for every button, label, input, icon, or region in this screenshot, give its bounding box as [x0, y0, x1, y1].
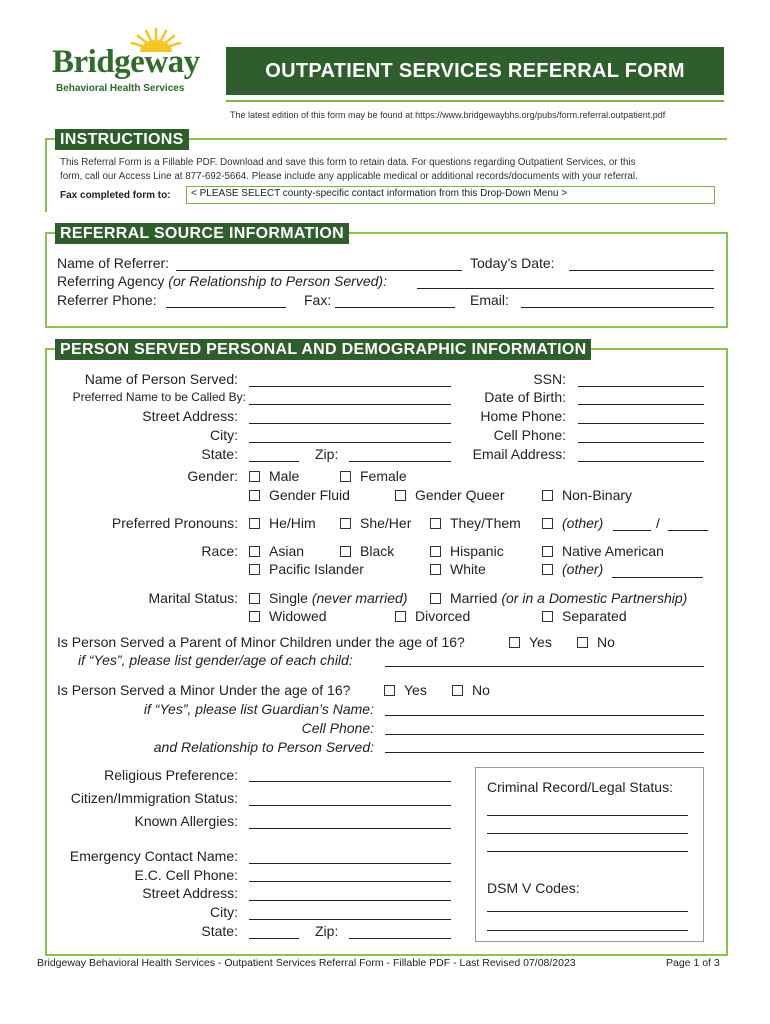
pronoun-they[interactable]: They/Them — [430, 515, 521, 531]
criminal-record-line-3[interactable] — [487, 851, 688, 852]
dob-field[interactable] — [578, 404, 704, 405]
checkbox[interactable] — [249, 490, 260, 501]
cell-phone-label: Cell Phone: — [493, 427, 566, 443]
state-label: State: — [201, 446, 238, 462]
fax-county-dropdown[interactable]: < PLEASE SELECT county-specific contact information from this Drop-Down Menu > — [186, 186, 715, 204]
zip-field[interactable] — [349, 461, 451, 462]
race-other[interactable]: (other) — [542, 561, 603, 577]
city-label: City: — [210, 427, 238, 443]
preferred-name-field[interactable] — [249, 404, 451, 405]
guardian-name-label: if “Yes”, please list Guardian’s Name: — [143, 701, 374, 717]
instructions-text-1: This Referral Form is a Fillable PDF. Download and save this form to retain data. For questions regarding Outpatient Services, or this — [60, 157, 636, 168]
religious-field[interactable] — [249, 781, 451, 782]
gender-nonbinary[interactable]: Non-Binary — [542, 487, 632, 503]
race-black[interactable]: Black — [340, 543, 394, 559]
ec-state-field[interactable] — [249, 938, 299, 939]
race-hispanic[interactable]: Hispanic — [430, 543, 504, 559]
todays-date-label: Today’s Date: — [470, 255, 555, 271]
pronoun-other-field-1[interactable] — [613, 530, 651, 531]
parent-question: Is Person Served a Parent of Minor Children under the age of 16? — [57, 634, 465, 650]
logo — [52, 26, 202, 96]
referrer-name-label: Name of Referrer: — [57, 255, 170, 271]
ec-zip-label: Zip: — [315, 923, 339, 939]
minor-question: Is Person Served a Minor Under the age of 16? — [57, 682, 351, 698]
ec-state-label: State: — [201, 923, 238, 939]
checkbox[interactable] — [395, 490, 406, 501]
race-white[interactable]: White — [430, 561, 486, 577]
logo-subtitle: Behavioral Health Services — [56, 83, 185, 94]
criminal-record-label: Criminal Record/Legal Status: — [487, 779, 673, 795]
email-address-field[interactable] — [578, 461, 704, 462]
race-pacific-islander[interactable]: Pacific Islander — [249, 561, 364, 577]
person-heading: PERSON SERVED PERSONAL AND DEMOGRAPHIC INFORMATION — [55, 339, 591, 360]
person-name-field[interactable] — [249, 386, 451, 387]
marital-married[interactable]: Married (or in a Domestic Partnership) — [430, 590, 687, 606]
zip-label: Zip: — [315, 446, 339, 462]
footer-text: Bridgeway Behavioral Health Services - Outpatient Services Referral Form - Fillable PDF - Last Revised 07/08/2023 — [37, 957, 576, 969]
preferred-name-label: Preferred Name to be Called By: — [72, 390, 246, 404]
checkbox[interactable] — [249, 518, 260, 529]
parent-list-label: if “Yes”, please list gender/age of each child: — [78, 652, 353, 668]
instructions-heading: INSTRUCTIONS — [55, 129, 189, 150]
pronoun-she[interactable]: She/Her — [340, 515, 411, 531]
referrer-fax-field[interactable] — [335, 307, 455, 308]
allergies-field[interactable] — [249, 828, 451, 829]
city-field[interactable] — [249, 442, 451, 443]
referrer-fax-label: Fax: — [304, 292, 332, 308]
pronouns-label: Preferred Pronouns: — [111, 515, 238, 531]
referral-heading: REFERRAL SOURCE INFORMATION — [55, 223, 349, 244]
minor-yes[interactable]: Yes — [384, 682, 427, 698]
ec-cell-field[interactable] — [249, 881, 451, 882]
checkbox[interactable] — [430, 518, 441, 529]
marital-divorced[interactable]: Divorced — [395, 608, 470, 624]
race-native-american[interactable]: Native American — [542, 543, 664, 559]
referrer-phone-field[interactable] — [166, 307, 286, 308]
gender-female[interactable]: Female — [340, 468, 407, 484]
checkbox[interactable] — [542, 490, 553, 501]
gender-label: Gender: — [187, 468, 238, 484]
religious-label: Religious Preference: — [104, 767, 238, 783]
checkbox[interactable] — [430, 564, 441, 575]
logo-wordmark: Bridgeway — [52, 44, 200, 80]
dsm-codes-line-2[interactable] — [487, 930, 688, 931]
checkbox[interactable] — [542, 611, 553, 622]
checkbox[interactable] — [249, 593, 260, 604]
checkbox[interactable] — [249, 471, 260, 482]
emergency-contact-label: Emergency Contact Name: — [69, 848, 238, 864]
street-label: Street Address: — [142, 408, 238, 424]
gender-fluid[interactable]: Gender Fluid — [249, 487, 350, 503]
checkbox[interactable] — [542, 564, 553, 575]
referring-agency-field[interactable] — [417, 288, 714, 289]
citizen-field[interactable] — [249, 805, 451, 806]
referring-agency-label: Referring Agency (or Relationship to Person Served): — [57, 273, 387, 289]
person-name-label: Name of Person Served: — [84, 371, 238, 387]
state-field[interactable] — [249, 461, 299, 462]
dsm-codes-line-1[interactable] — [487, 911, 688, 912]
home-phone-field[interactable] — [578, 423, 704, 424]
latest-edition-note: The latest edition of this form may be found at https://www.bridgewaybhs.org/pubs/form.referral.outpatient.pdf — [230, 110, 666, 120]
guardian-cell-field[interactable] — [385, 734, 704, 735]
checkbox[interactable] — [577, 637, 588, 648]
page-number: Page 1 of 3 — [666, 957, 720, 969]
referrer-phone-label: Referrer Phone: — [57, 292, 157, 308]
allergies-label: Known Allergies: — [134, 813, 238, 829]
ssn-label: SSN: — [533, 371, 566, 387]
ec-city-field[interactable] — [249, 919, 451, 920]
marital-label: Marital Status: — [148, 590, 238, 606]
form-title: OUTPATIENT SERVICES REFERRAL FORM — [226, 47, 724, 95]
criminal-record-line-2[interactable] — [487, 833, 688, 834]
race-asian[interactable]: Asian — [249, 543, 304, 559]
race-other-field[interactable] — [612, 577, 703, 578]
ssn-field[interactable] — [578, 386, 704, 387]
street-field[interactable] — [249, 423, 451, 424]
checkbox[interactable] — [509, 637, 520, 648]
marital-single[interactable]: Single (never married) — [249, 590, 408, 606]
referrer-name-field[interactable] — [176, 270, 462, 271]
ec-city-label: City: — [210, 904, 238, 920]
guardian-relationship-label: and Relationship to Person Served: — [153, 739, 374, 755]
checkbox[interactable] — [542, 518, 553, 529]
title-divider — [226, 100, 724, 102]
dob-label: Date of Birth: — [484, 389, 566, 405]
gender-queer[interactable]: Gender Queer — [395, 487, 505, 503]
parent-no[interactable]: No — [577, 634, 615, 650]
minor-no[interactable]: No — [452, 682, 490, 698]
email-address-label: Email Address: — [472, 446, 566, 462]
todays-date-field[interactable] — [569, 270, 714, 271]
referrer-email-field[interactable] — [521, 307, 714, 308]
checkbox[interactable] — [249, 546, 260, 557]
guardian-name-field[interactable] — [385, 715, 704, 716]
checkbox[interactable] — [430, 546, 441, 557]
home-phone-label: Home Phone: — [480, 408, 566, 424]
parent-list-field[interactable] — [385, 666, 704, 667]
checkbox[interactable] — [452, 685, 463, 696]
instructions-text-2: form, call our Access Line at 877-692-5664. Please include any applicable medical or additional records/documents with your referral. — [60, 171, 638, 182]
checkbox[interactable] — [249, 564, 260, 575]
guardian-relationship-field[interactable] — [385, 752, 704, 753]
gender-male[interactable]: Male — [249, 468, 299, 484]
guardian-cell-label: Cell Phone: — [301, 720, 374, 736]
checkbox[interactable] — [340, 471, 351, 482]
checkbox[interactable] — [340, 518, 351, 529]
marital-widowed[interactable]: Widowed — [249, 608, 327, 624]
pronoun-slash: / — [656, 515, 660, 531]
ec-cell-label: E.C. Cell Phone: — [134, 867, 238, 883]
pronoun-he[interactable]: He/Him — [249, 515, 316, 531]
citizen-label: Citizen/Immigration Status: — [70, 790, 238, 806]
checkbox[interactable] — [249, 611, 260, 622]
dsm-codes-label: DSM V Codes: — [487, 880, 580, 896]
checkbox[interactable] — [395, 611, 406, 622]
checkbox[interactable] — [430, 593, 441, 604]
criminal-record-line-1[interactable] — [487, 815, 688, 816]
checkbox[interactable] — [340, 546, 351, 557]
pronoun-other-field-2[interactable] — [668, 530, 708, 531]
cell-phone-field[interactable] — [578, 442, 704, 443]
checkbox[interactable] — [542, 546, 553, 557]
emergency-contact-field[interactable] — [249, 863, 451, 864]
fax-label: Fax completed form to: — [60, 190, 171, 201]
parent-yes[interactable]: Yes — [509, 634, 552, 650]
ec-street-label: Street Address: — [142, 885, 238, 901]
referrer-email-label: Email: — [470, 292, 509, 308]
pronoun-other[interactable]: (other) — [542, 515, 603, 531]
checkbox[interactable] — [384, 685, 395, 696]
ec-zip-field[interactable] — [349, 938, 451, 939]
race-label: Race: — [201, 543, 238, 559]
marital-separated[interactable]: Separated — [542, 608, 627, 624]
ec-street-field[interactable] — [249, 900, 451, 901]
